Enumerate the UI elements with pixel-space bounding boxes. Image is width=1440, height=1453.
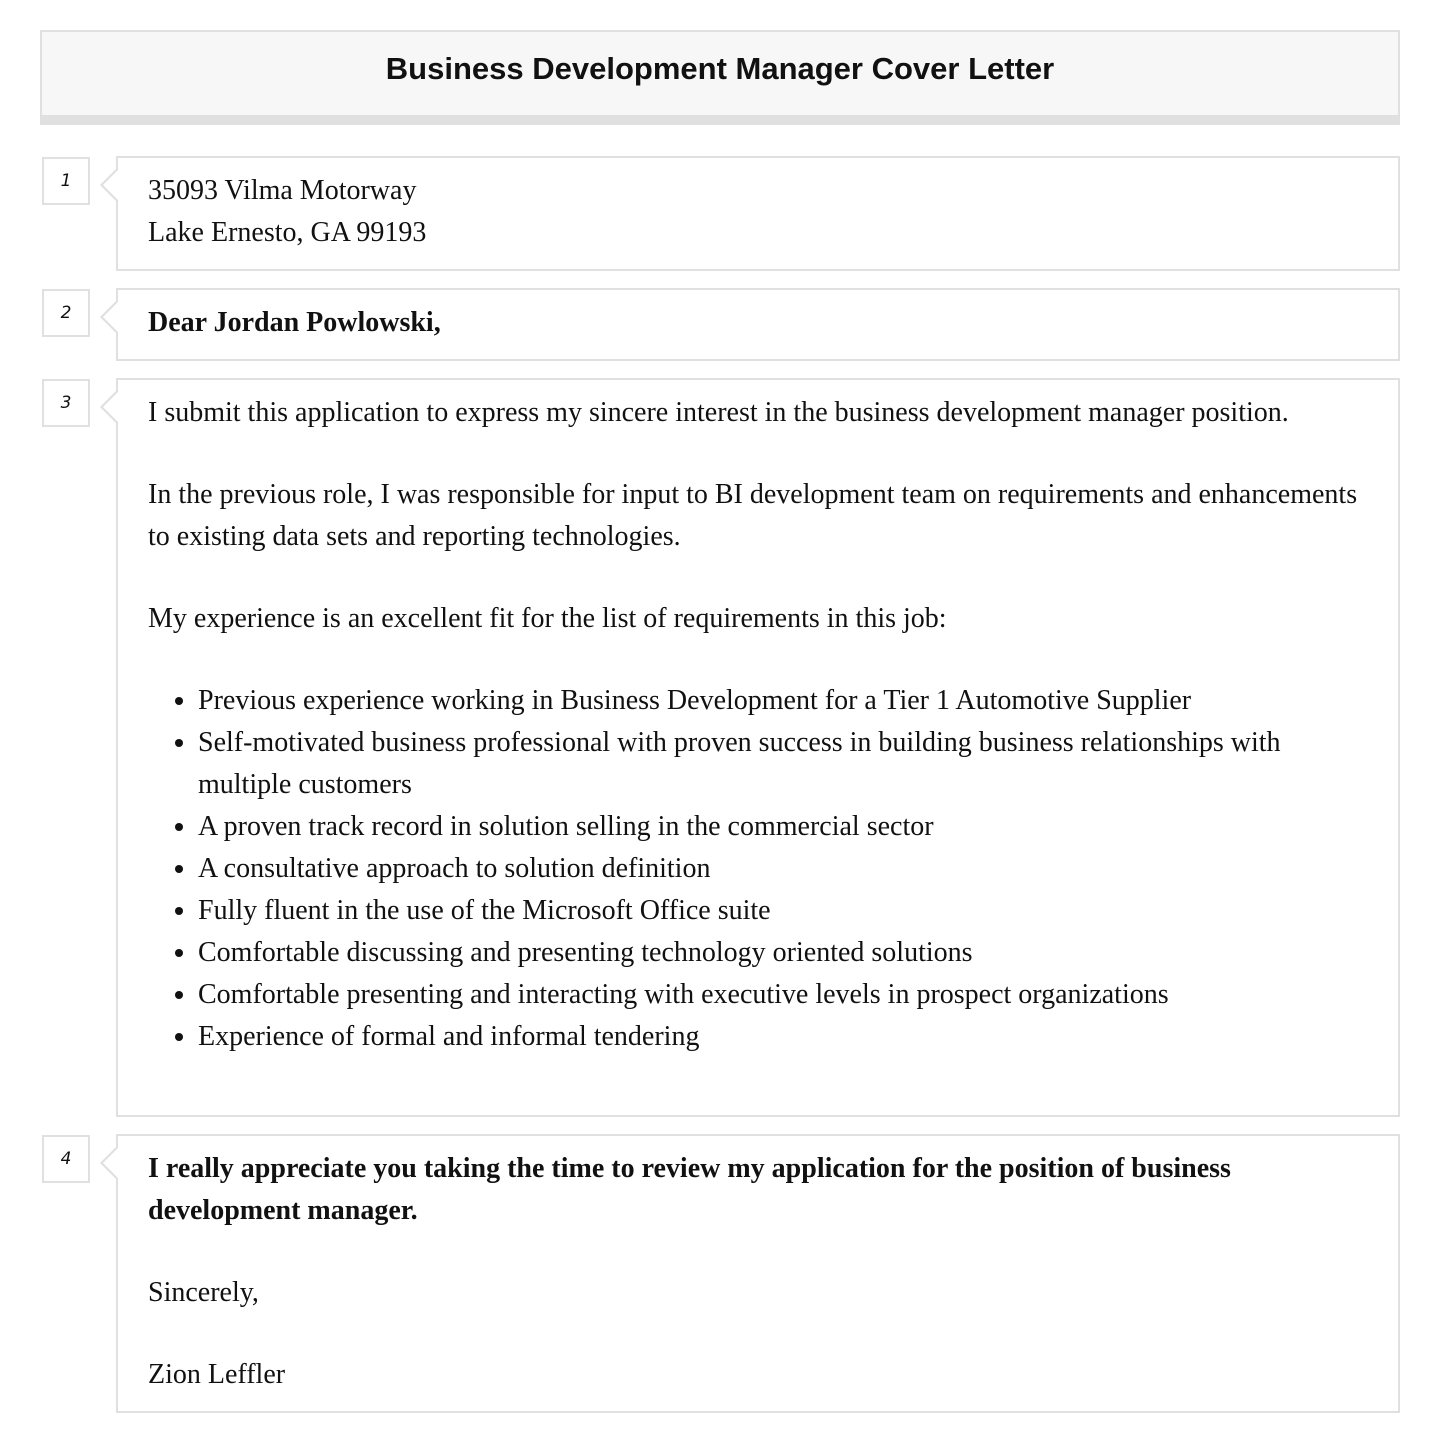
address-line-2: Lake Ernesto, GA 99193 — [148, 217, 427, 248]
list-item: • A proven track record in solution selling in the commercial sector — [198, 806, 1368, 848]
greeting-card — [116, 288, 1400, 361]
closing-card — [116, 1134, 1400, 1413]
list-item: • A consultative approach to solution definition — [198, 848, 1368, 890]
page-title: Business Development Manager Cover Letter — [385, 50, 1055, 86]
list-item: • Comfortable presenting and interacting with executive levels in prospect organizations — [198, 974, 1368, 1016]
list-item: • Experience of formal and informal tendering — [198, 1016, 1368, 1058]
previous-role-paragraph: In the previous role, I was responsible for input to BI development team on requirements and enhancements to existing data sets and reporting technologies. — [148, 479, 1358, 552]
signoff-text: Sincerely, — [148, 1277, 259, 1308]
section-number-badge: 3 — [42, 379, 90, 427]
closing-paragraph: I really appreciate you taking the time to review my application for the position of business development manager. — [148, 1153, 1231, 1226]
address-card — [116, 156, 1400, 271]
document-header — [40, 30, 1400, 125]
address-line-1: 35093 Vilma Motorway — [148, 175, 417, 206]
list-item: • Fully fluent in the use of the Microsoft Office suite — [198, 890, 1368, 932]
section-number-badge: 1 — [42, 157, 90, 205]
section-number-badge: 4 — [42, 1135, 90, 1183]
list-item: • Previous experience working in Business Development for a Tier 1 Automotive Supplier — [198, 680, 1368, 722]
list-item: • Comfortable discussing and presenting technology oriented solutions — [198, 932, 1368, 974]
list-item: • Self-motivated business professional with proven success in building business relationships with multiple customers — [198, 722, 1368, 806]
body-card — [116, 378, 1400, 1117]
requirements-list — [148, 680, 1368, 1058]
fit-statement: My experience is an excellent fit for the list of requirements in this job: — [148, 603, 947, 634]
signature-name: Zion Leffler — [148, 1359, 286, 1390]
greeting-text: Dear Jordan Powlowski, — [148, 307, 441, 338]
section-number-badge: 2 — [42, 289, 90, 337]
intro-paragraph: I submit this application to express my sincere interest in the business development manager position. — [148, 397, 1289, 428]
